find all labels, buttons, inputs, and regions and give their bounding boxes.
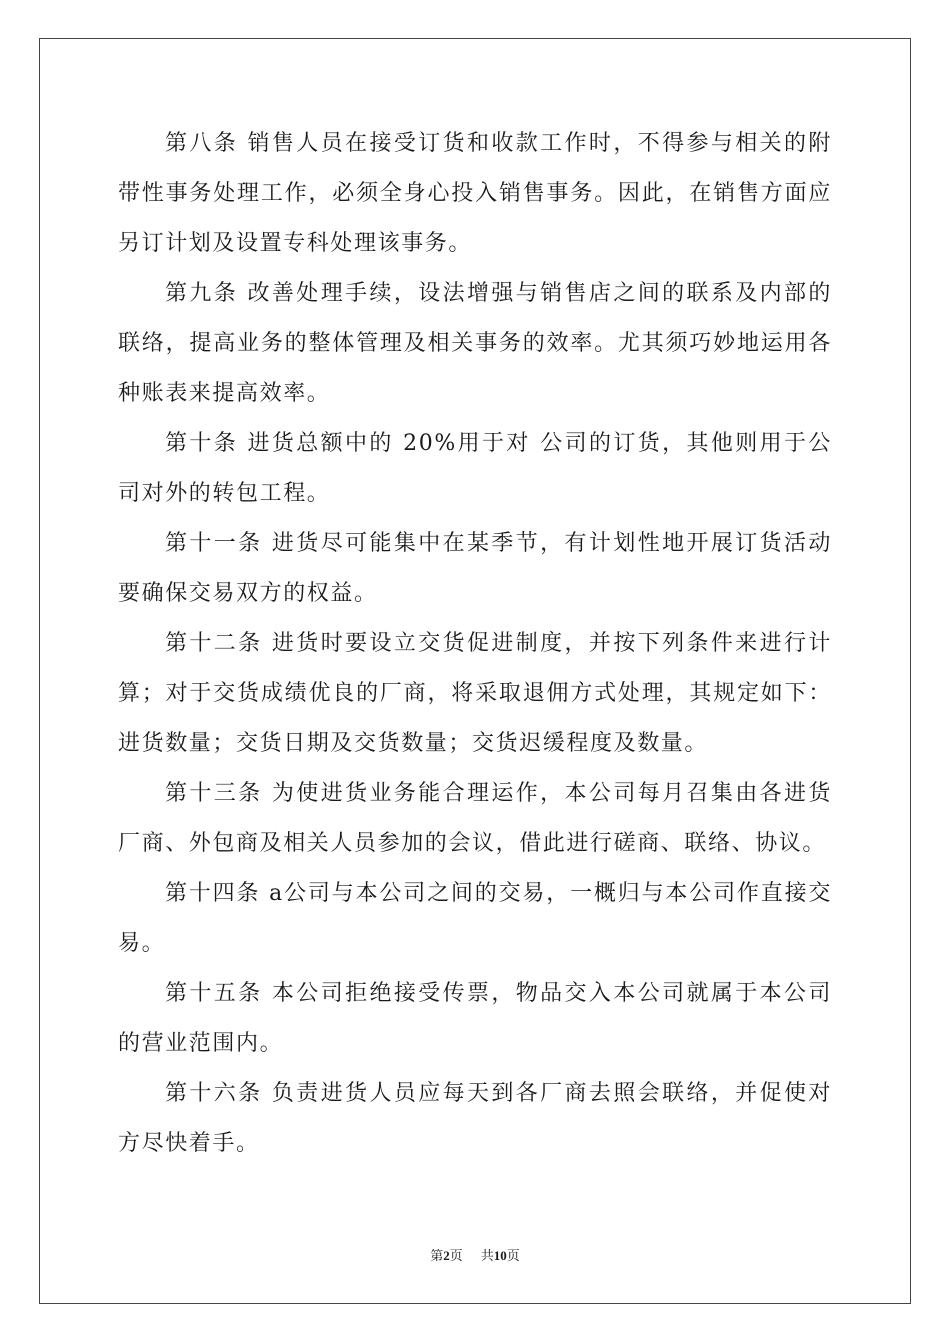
page-prefix: 第 <box>430 1249 444 1264</box>
article-15: 第十五条 本公司拒绝接受传票，物品交入本公司就属于本公司的营业范围内。 <box>118 981 832 1056</box>
total-prefix: 共 <box>480 1249 494 1264</box>
article-13: 第十三条 为使进货业务能合理运作，本公司每月召集由各进货厂商、外包商及相关人员参加的会议，借此进行磋商、联络、协议。 <box>118 781 832 856</box>
page-current: 2 <box>443 1248 450 1263</box>
page-suffix: 页 <box>449 1249 463 1264</box>
document-body <box>118 119 832 1169</box>
article-10: 第十条 进货总额中的 20%用于对 公司的订货，其他则用于公司对外的转包工程。 <box>118 431 832 506</box>
article-16: 第十六条 负责进货人员应每天到各厂商去照会联络，并促使对方尽快着手。 <box>118 1081 832 1156</box>
article-14: 第十四条 a公司与本公司之间的交易，一概归与本公司作直接交易。 <box>118 881 832 956</box>
article-12: 第十二条 进货时要设立交货促进制度，并按下列条件来进行计算；对于交货成绩优良的厂商，将采取退佣方式处理，其规定如下：进货数量；交货日期及交货数量；交货迟缓程度及数量。 <box>118 631 832 756</box>
total-suffix: 页 <box>506 1249 520 1264</box>
page-footer <box>0 1247 950 1266</box>
article-11: 第十一条 进货尽可能集中在某季节，有计划性地开展订货活动要确保交易双方的权益。 <box>118 531 832 606</box>
page-total: 10 <box>493 1248 507 1263</box>
article-8: 第八条 销售人员在接受订货和收款工作时，不得参与相关的附带性事务处理工作，必须全身心投入销售事务。因此，在销售方面应另订计划及设置专科处理该事务。 <box>118 131 832 256</box>
article-9: 第九条 改善处理手续，设法增强与销售店之间的联系及内部的联络，提高业务的整体管理及相关事务的效率。尤其须巧妙地运用各种账表来提高效率。 <box>118 281 832 406</box>
